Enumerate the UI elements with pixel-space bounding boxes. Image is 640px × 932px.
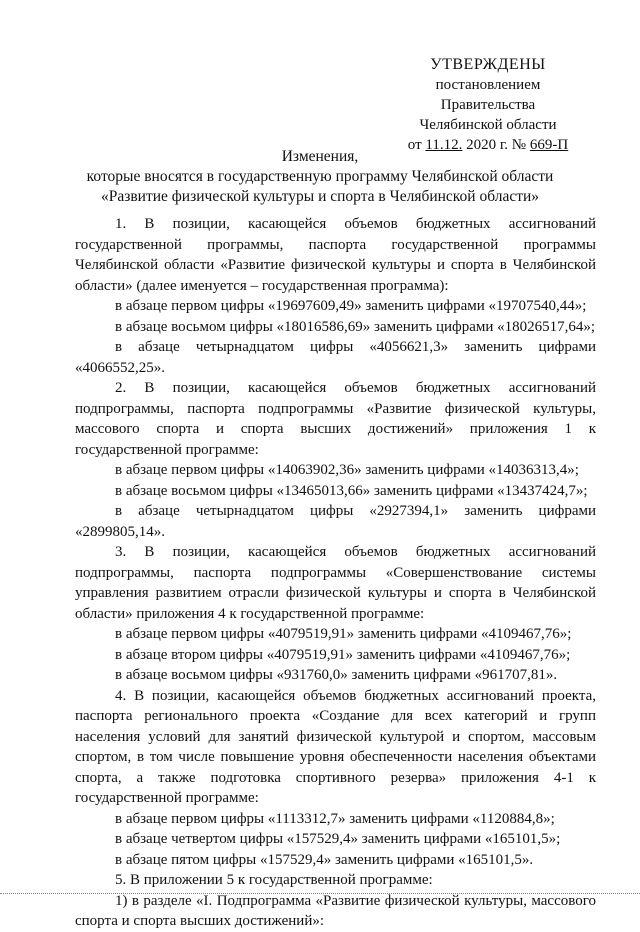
paragraph: в абзаце четырнадцатом цифры «4056621,3» заменить цифрами «4066552,25». (75, 339, 596, 376)
paragraph: в абзаце первом цифры «19697609,49» заменить цифрами «19707540,44»; (115, 298, 587, 314)
paragraph: в абзаце восьмом цифры «931760,0» заменить цифрами «961707,81». (115, 667, 558, 683)
paragraph: 1) в разделе «I. Подпрограмма «Развитие физической культуры, массового спорта и спорта высших достижений»: (75, 892, 596, 929)
paragraph: 2. В позиции, касающейся объемов бюджетных ассигнований подпрограммы, паспорта подпрограммы «Развитие физической культуры, массового спорта и спорта высших достижений» приложения 1 к государственной программе: (75, 380, 596, 458)
paragraph: в абзаце восьмом цифры «13465013,66» заменить цифрами «13437424,7»; (115, 482, 588, 499)
paragraph: в абзаце первом цифры «4079519,91» заменить цифрами «4109467,76»; (115, 626, 572, 642)
document-heading (0, 147, 640, 207)
paragraph: в абзаце пятом цифры «157529,4» заменить цифрами «165101,5». (115, 851, 534, 868)
paragraph: 4. В позиции, касающейся объемов бюджетных ассигнований проекта, паспорта регионального проекта «Создание для всех категорий и групп населения условий для занятий физической культурой и спортом, массовым спортом, в том числе повышение уровня обеспеченности населения объектами спорта, а также подготовка спортивного резерва» приложения 4-1 к государственной программе: (75, 687, 596, 806)
paragraph: в абзаце втором цифры «4079519,91» заменить цифрами «4109467,76»; (115, 646, 571, 663)
paragraph: 3. В позиции, касающейся объемов бюджетных ассигнований подпрограммы, паспорта подпрограммы «Совершенствование системы управления развитием отрасли физической культуры и спорта в Челябинской области» приложения 4 к государственной программе: (75, 544, 596, 622)
approval-title: УТВЕРЖДЕНЫ (430, 56, 546, 73)
heading-line-2: которые вносятся в государственную программу Челябинской области (86, 168, 554, 185)
paragraph: 1. В позиции, касающейся объемов бюджетных ассигнований государственной программы, паспорта государственной программы Челябинской области «Развитие физической культуры и спорта в Челябинской области» (далее именуется – государственная программа): (75, 216, 596, 294)
paragraph: в абзаце четырнадцатом цифры «2927394,1» заменить цифрами «2899805,14». (75, 503, 596, 540)
document-body (75, 214, 596, 932)
approval-number: 669-П (529, 137, 569, 153)
heading-line-1: Изменения, (281, 148, 359, 165)
scan-edge-line (0, 893, 640, 894)
heading-line-3: «Развитие физической культуры и спорта в Челябинской области» (100, 188, 540, 205)
paragraph: в абзаце восьмом цифры «18016586,69» заменить цифрами «18026517,64»; (115, 318, 596, 335)
approval-year: 2020 г. № (466, 137, 527, 153)
approval-line-2: Челябинской области (419, 117, 557, 133)
approval-date: 11.12. (425, 137, 463, 153)
paragraph: в абзаце первом цифры «14063902,36» заменить цифрами «14036313,4»; (115, 462, 579, 478)
paragraph: в абзаце четвертом цифры «157529,4» заменить цифрами «165101,5»; (115, 831, 561, 847)
paragraph: 5. В приложении 5 к государственной программе: (115, 872, 433, 888)
paragraph: в абзаце первом цифры «1113312,7» заменить цифрами «1120884,8»; (115, 810, 555, 827)
approval-line-1: постановлением Правительства (435, 77, 541, 113)
approval-stamp (388, 55, 588, 155)
approval-from: от (407, 137, 422, 153)
